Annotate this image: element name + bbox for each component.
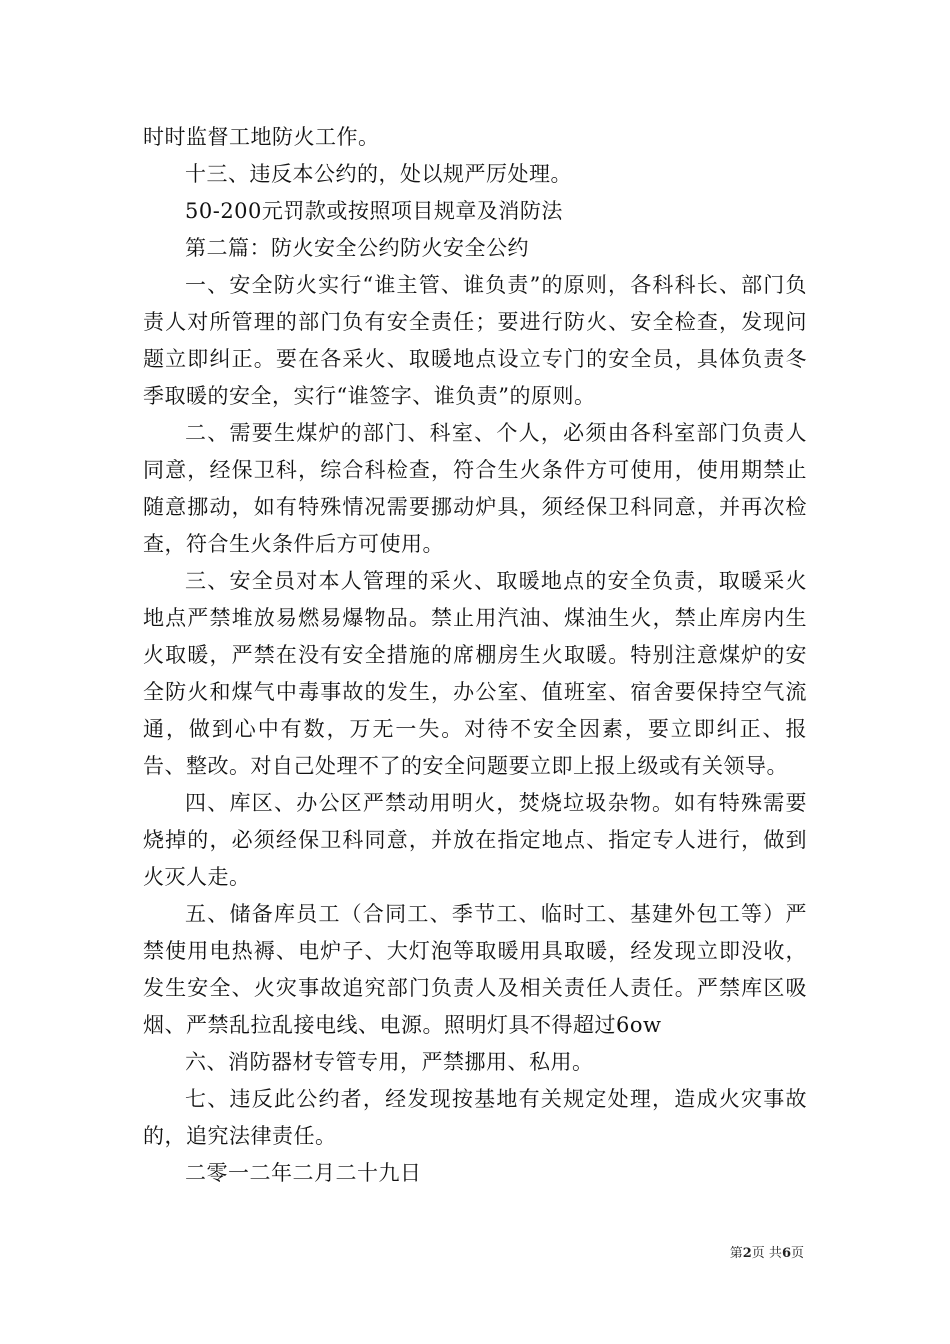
paragraph: 五、储备库员工（合同工、季节工、临时工、基建外包工等）严禁使用电热褥、电炉子、大灯泡等取暖用具取暖，经发现立即没收，发生安全、火灾事故追究部门负责人及相关责任人责任。严禁库区吸烟、严禁乱拉乱接电线、电源。照明灯具不得超过6ow — [143, 902, 807, 1037]
paragraph: 二、需要生煤炉的部门、科室、个人，必须由各科室部门负责人同意，经保卫科，综合科检查，符合生火条件方可使用，使用期禁止随意挪动，如有特殊情况需要挪动炉具，须经保卫科同意，并再次检查，符合生火条件后方可使用。 — [143, 421, 807, 556]
footer-suffix: 页 — [790, 1246, 804, 1261]
paragraph: 50-200元罚款或按照项目规章及消防法 — [185, 199, 563, 223]
date-line: 二零一二年二月二十九日 — [185, 1161, 422, 1185]
document-body — [143, 119, 807, 1192]
page-footer — [730, 1246, 804, 1262]
section-heading: 第二篇：防火安全公约防火安全公约 — [185, 236, 529, 260]
paragraph: 六、消防器材专管专用，严禁挪用、私用。 — [185, 1050, 594, 1074]
total-pages-number: 6 — [781, 1246, 791, 1261]
paragraph: 十三、违反本公约的，处以规严厉处理。 — [185, 162, 572, 186]
paragraph: 七、违反此公约者，经发现按基地有关规定处理，造成火灾事故的，追究法律责任。 — [143, 1087, 807, 1148]
paragraph: 四、库区、办公区严禁动用明火，焚烧垃圾杂物。如有特殊需要烧掉的，必须经保卫科同意，并放在指定地点、指定专人进行，做到火灭人走。 — [143, 791, 807, 889]
paragraph: 时时监督工地防火工作。 — [143, 125, 380, 149]
paragraph: 一、安全防火实行“谁主管、谁负责”的原则，各科科长、部门负责人对所管理的部门负有安全责任；要进行防火、安全检查，发现问题立即纠正。要在各采火、取暖地点设立专门的安全员，具体负责冬季取暖的安全，实行“谁签字、谁负责”的原则。 — [143, 273, 807, 408]
paragraph: 三、安全员对本人管理的采火、取暖地点的安全负责，取暖采火地点严禁堆放易燃易爆物品。禁止用汽油、煤油生火，禁止库房内生火取暖，严禁在没有安全措施的席棚房生火取暖。特别注意煤炉的安全防火和煤气中毒事故的发生，办公室、值班室、宿舍要保持空气流通，做到心中有数，万无一失。对待不安全因素，要立即纠正、报告、整改。对自己处理不了的安全问题要立即上报上级或有关领导。 — [143, 569, 807, 778]
current-page-number: 2 — [742, 1246, 752, 1261]
footer-prefix: 第 — [729, 1246, 743, 1261]
footer-middle: 页 共 — [751, 1246, 782, 1261]
